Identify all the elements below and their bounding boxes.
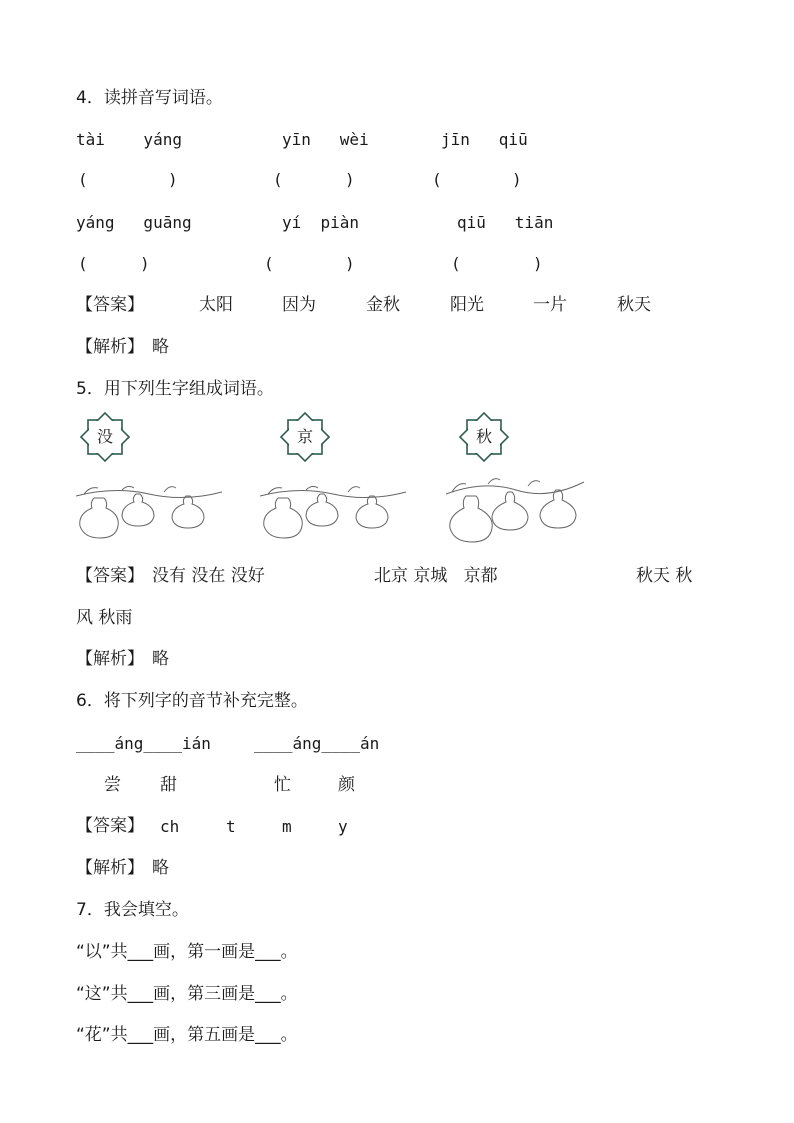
q4-answer-1: 太阳: [199, 295, 233, 315]
q6-answer-2: t: [226, 817, 236, 836]
q6-blank-line-2: ____áng____án: [254, 734, 380, 753]
q5-answer-group-3-line-1: 秋天 秋: [636, 566, 693, 586]
q6-answer-1: ch: [160, 817, 180, 836]
q4-paren-close-3: ): [512, 170, 522, 189]
q4-paren-open-3: (: [432, 170, 442, 189]
q6-char-4: 颜: [338, 775, 355, 795]
q4-pinyin-4: yáng guāng: [76, 213, 192, 232]
q5-analysis: 略: [152, 649, 169, 669]
q6-char-3: 忙: [274, 775, 291, 795]
q4-paren-close-5: ): [345, 254, 355, 273]
q4-pinyin-3: jīn qiū: [441, 130, 528, 149]
gourd-vine-2: [258, 482, 408, 548]
q6-analysis-label: 【解析】: [76, 858, 144, 878]
q7-line-2: “这”共___画，第三画是___。: [76, 984, 298, 1004]
q4-pinyin-2: yīn wèi: [282, 130, 369, 149]
q4-answer-5: 一片: [533, 295, 567, 315]
q6-char-2: 甜: [160, 775, 177, 795]
q5-answer-label: 【答案】: [76, 566, 144, 586]
q6-blank-line-1: ____áng____ián: [76, 734, 211, 753]
q4-answer-4: 阳光: [450, 295, 484, 315]
gourd-vine-icon: [258, 482, 408, 544]
gourd-vine-1: [74, 482, 224, 548]
char-star-badge-1: [78, 410, 132, 464]
gourd-vine-icon: [444, 476, 586, 550]
q4-paren-open-6: (: [451, 254, 461, 273]
q4-paren-close-1: ): [168, 170, 178, 189]
q6-answer-label: 【答案】: [76, 816, 144, 836]
char-3: 秋: [475, 427, 492, 446]
q5-answer-group-2: 北京 京城 京都: [374, 566, 498, 586]
q4-answer-2: 因为: [282, 295, 316, 315]
q4-pinyin-6: qiū tiān: [457, 213, 554, 232]
q6-title: 6．将下列字的音节补充完整。: [76, 691, 308, 711]
q4-paren-open-5: (: [264, 254, 274, 273]
q5-answer-group-3-line-2: 风 秋雨: [76, 608, 133, 628]
q4-answer-label: 【答案】: [76, 295, 144, 315]
q4-answer-3: 金秋: [366, 295, 400, 315]
q7-title: 7．我会填空。: [76, 900, 189, 920]
q4-paren-open-4: (: [78, 254, 88, 273]
q4-paren-close-2: ): [345, 170, 355, 189]
q6-answer-4: y: [338, 817, 348, 836]
q4-analysis: 略: [152, 337, 169, 357]
q7-line-1: “以”共___画，第一画是___。: [76, 942, 298, 962]
q6-analysis: 略: [152, 858, 169, 878]
q4-paren-close-4: ): [140, 254, 150, 273]
q4-pinyin-1: tài yáng: [76, 130, 182, 149]
q5-title: 5．用下列生字组成词语。: [76, 379, 274, 399]
q6-answer-3: m: [282, 817, 292, 836]
char-star-badge-3: [457, 410, 511, 464]
q4-title: 4．读拼音写词语。: [76, 88, 223, 108]
gourd-vine-icon: [74, 482, 224, 544]
q4-pinyin-5: yí piàn: [282, 213, 360, 232]
q5-answer-group-1: 没有 没在 没好: [152, 566, 265, 586]
q4-paren-close-6: ): [533, 254, 543, 273]
gourd-vine-3: [444, 476, 586, 554]
q6-char-1: 尝: [104, 775, 121, 795]
q4-analysis-label: 【解析】: [76, 337, 144, 357]
q4-answer-6: 秋天: [617, 295, 651, 315]
char-2: 京: [296, 427, 313, 446]
q4-paren-open-2: (: [273, 170, 283, 189]
q7-line-3: “花”共___画，第五画是___。: [76, 1025, 298, 1045]
char-star-badge-2: [278, 410, 332, 464]
q5-analysis-label: 【解析】: [76, 649, 144, 669]
char-1: 没: [96, 427, 113, 446]
q4-paren-open-1: (: [78, 170, 88, 189]
